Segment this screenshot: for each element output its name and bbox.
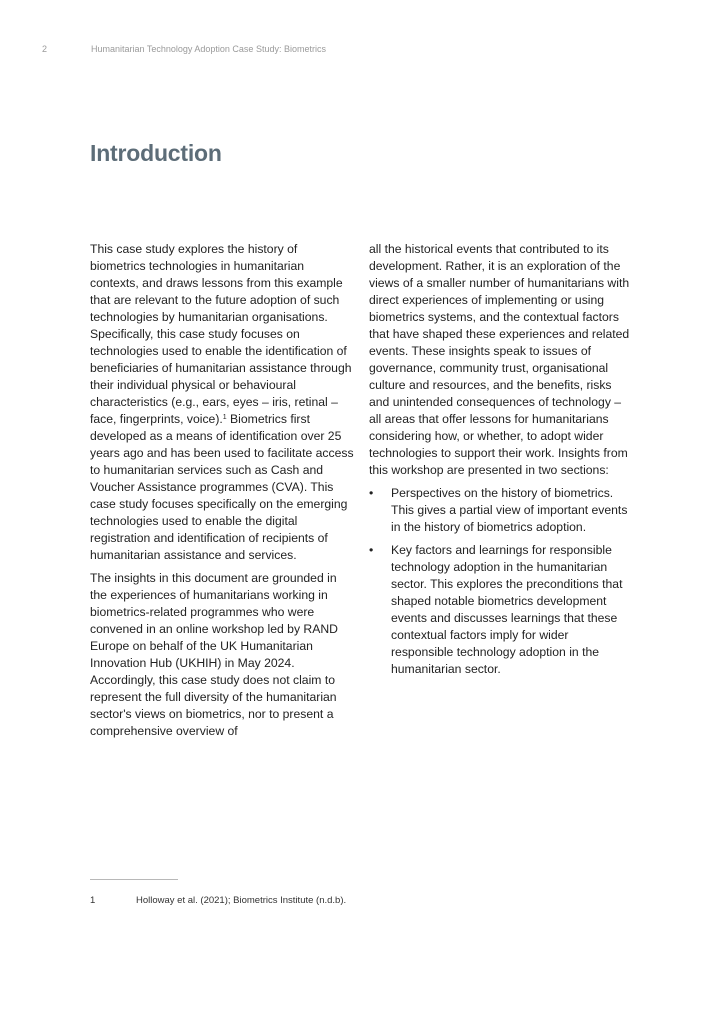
running-title: Humanitarian Technology Adoption Case Study: Biometrics [91,44,326,54]
list-item [369,542,633,678]
intro-paragraph-2: The insights in this document are grounded in the experiences of humanitarians working in biometrics-related programmes who were convened in an online workshop led by RAND Europe on behalf of the UK Humanitarian Innovation Hub (UKHIH) in May 2024. Accordingly, this case study does not claim to represent the full diversity of the humanitarian sector's views on biometrics, nor to present a comprehensive overview of [90,571,338,738]
bullet-icon: • [369,486,374,500]
right-column [369,241,633,684]
list-item-text: Key factors and learnings for responsible technology adoption in the humanitarian sector. This explores the preconditions that shaped notable biometrics development events and discusses learnings that these contextual factors imply for wider responsible technology adoption in the humanitarian sector. [391,543,623,676]
list-item-text: Perspectives on the history of biometrics. This gives a partial view of important events in the history of biometrics adoption. [391,486,628,534]
running-header [0,44,724,58]
footnote-number: 1 [90,895,96,906]
footnote-divider [90,879,178,880]
intro-paragraph-1 [90,241,354,564]
intro-paragraph-3: all the historical events that contributed to its development. Rather, it is an exploration of the views of a smaller number of humanitarians with direct experiences of implementing or using biometrics systems, and the contextual factors that have shaped these experiences and related events. These insights speak to issues of governance, community trust, organisational culture and resources, and the benefits, risks and unintended consequences of technology – all areas that offer lessons for humanitarians considering how, or whether, to adopt wider technologies to support their work. Insights from this workshop are presented in two sections: [369,242,630,477]
left-column [90,241,354,746]
intro-paragraph-1-text-a: This case study explores the history of biometrics technologies in humanitarian contexts, and draws lessons from this example that are relevant to the future adoption of such technologies by humanitarian organisations. Specifically, this case study focuses on technologies used to enable the identification of beneficiaries of humanitarian assistance through their individual physical or behavioural characteristics (e.g., ears, eyes – iris, retinal – face, fingerprints, voice). [90,242,352,426]
bullet-icon: • [369,543,374,557]
page-number: 2 [42,44,48,54]
intro-paragraph-1-text-b: Biometrics first developed as a means of identification over 25 years ago and has been used to facilitate access to humanitarian services such as Cash and Voucher Assistance programmes (CVA). This case study focuses specifically on the emerging technologies used to enable the digital registration and identification of recipients of humanitarian assistance and services. [90,412,354,562]
list-item [369,485,633,536]
page-title: Introduction [90,140,222,166]
footnote-reference[interactable]: 1 [222,414,227,421]
footnote-text: Holloway et al. (2021); Biometrics Institute (n.d.b). [136,895,347,906]
sections-list [369,485,633,678]
